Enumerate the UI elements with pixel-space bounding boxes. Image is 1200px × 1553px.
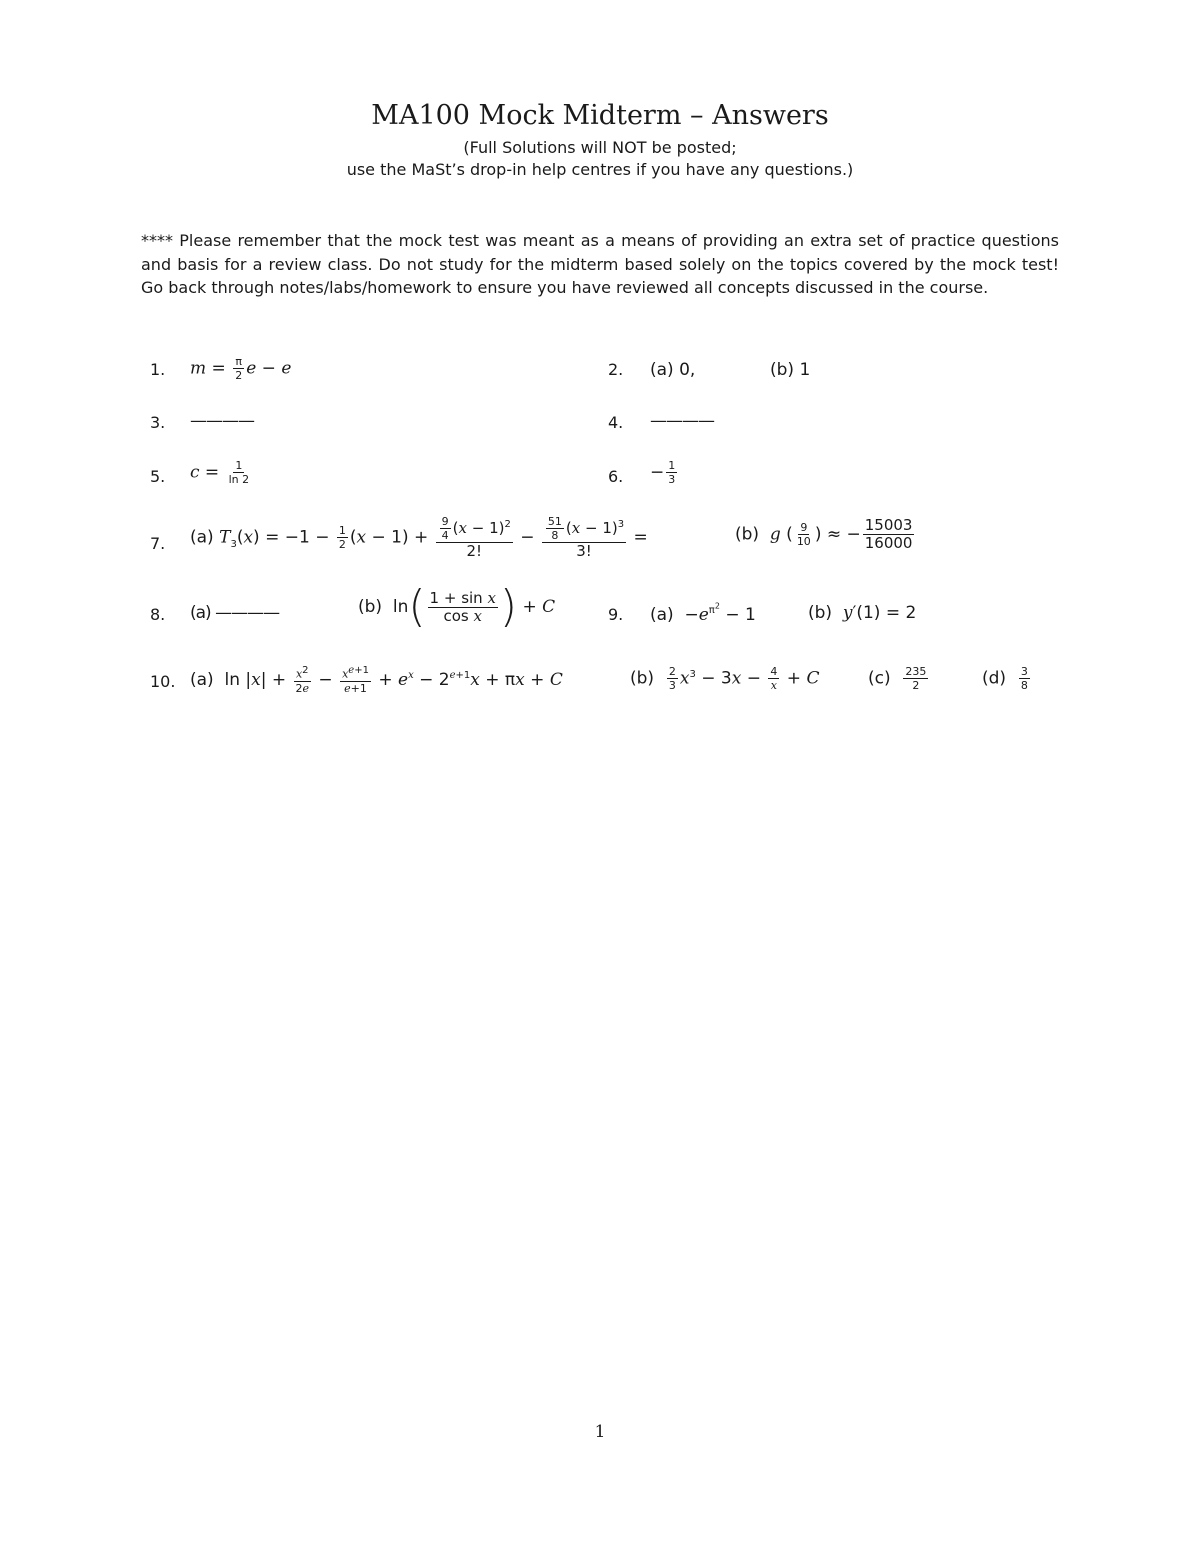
q10-number: 10. <box>150 672 176 691</box>
q1-answer: m = $\frac{\pi}{2}$ e − e <box>190 355 292 382</box>
q6-answer: − $\frac{1}{3}$ <box>650 459 676 486</box>
q5-number: 5. <box>150 467 166 486</box>
q2-part-b: (b) 1 <box>770 360 811 380</box>
q8-number: 8. <box>150 605 166 624</box>
q9-number: 9. <box>608 605 624 624</box>
q9-part-b: (b) y′(1) = 2 <box>808 603 917 623</box>
q9-part-a: $(a) -e^{\pi^2} - 1$ <box>650 602 756 625</box>
q2-number: 2. <box>608 360 624 379</box>
q10-part-d: (d) $\frac{3}{8}$ <box>982 665 1028 692</box>
q10-part-b: (b) $\frac{2}{3}$ $x^3 - 3x$ − $\frac{4}{x}$ + C <box>630 665 820 692</box>
q3-answer: ———— <box>190 411 254 431</box>
q4-answer: ———— <box>650 411 714 431</box>
q8-part-a: (a) ———— <box>190 603 280 623</box>
page-number: 1 <box>594 1422 606 1442</box>
q7-part-a: (a) $T_3(x) = -1$ − $\frac{1}{2}$ (x − 1) + $\frac{9}{4}$ $(x - 1)^2$ 2! − $\frac{51}{8}$ $(x - 1)^3$ 3! = <box>190 515 648 560</box>
q4-number: 4. <box>608 413 624 432</box>
notice-paragraph: **** Please remember that the mock test was meant as a means of providing an extra set of practice questions and basis for a review class. Do not study for the midterm based solely on the topics covered by the mock test! Go back through notes/labs/homework to ensure you have reviewed all concepts discussed in the course. <box>141 231 1059 297</box>
q2-part-a: (a) 0, <box>650 360 696 380</box>
q10-part-a: (a) ln |x| + $\frac{x^2}{2e}$ − $\frac{x^{e+1}}{e+1}$ + $e^x - 2^{e+1}x + \pi x + C$ <box>190 665 563 695</box>
q8-part-b: (b) ln( $\frac{\text{1 + sin x}}{\text{cos x}}$ ) + C <box>358 581 556 632</box>
q7-part-b: (b) g ( $\frac{9}{10}$ ) ≈ − $\frac{15003}{16000}$ <box>735 516 913 552</box>
q7-number: 7. <box>150 534 166 553</box>
subtitle-line-1: (Full Solutions will NOT be posted; <box>463 138 737 157</box>
q5-answer: c = $\frac{1}{\ln 2}$ <box>190 459 250 486</box>
q3-number: 3. <box>150 413 166 432</box>
q1-number: 1. <box>150 360 166 379</box>
page-title: MA100 Mock Midterm – Answers <box>371 100 829 131</box>
q10-part-c: (c) $\frac{235}{2}$ <box>868 665 927 692</box>
q6-number: 6. <box>608 467 624 486</box>
subtitle-line-2: use the MaSt’s drop-in help centres if you have any questions.) <box>346 160 854 179</box>
